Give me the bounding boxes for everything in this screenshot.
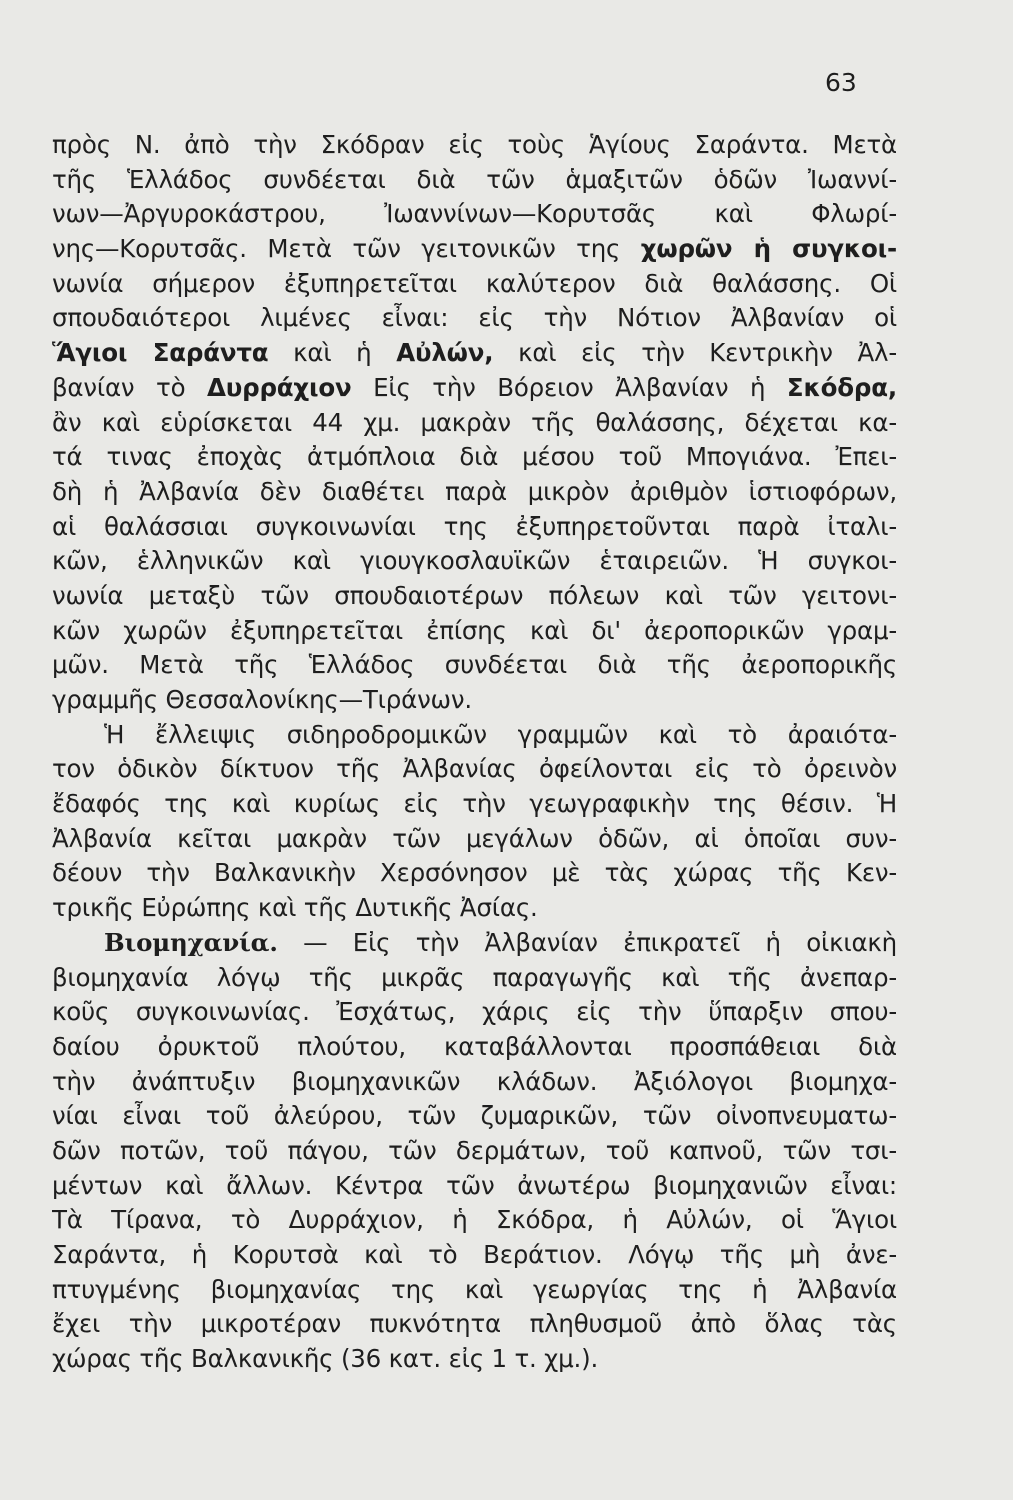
emphasis-text: χωρῶν ἡ συγκοι- (640, 234, 897, 264)
text-line: μέντων καὶ ἄλλων. Κέντρα τῶν ἀνωτέρω βιομηχανιῶν εἶναι: (52, 1170, 897, 1200)
text-line: δὴ ἡ Ἀλβανία δὲν διαθέτει παρὰ μικρὸν ἀριθμὸν ἱστιοφόρων, (52, 476, 897, 506)
text-line: Σαράντα, ἡ Κορυτσὰ καὶ τὸ Βεράτιον. Λόγῳ τῆς μὴ ἀνε- (52, 1240, 897, 1269)
text-line: βιομηχανία λόγῳ τῆς μικρᾶς παραγωγῆς καὶ τῆς ἀνεπαρ- (52, 962, 897, 992)
text-line (52, 232, 897, 267)
text-line: ἔδαφός της καὶ κυρίως εἰς τὴν γεωγραφικὴν της θέσιν. Ἡ (52, 789, 897, 819)
section-heading: Βιομηχανία. (104, 927, 278, 957)
text-line (52, 371, 897, 406)
text-line: νων—Ἀργυροκάστρου, Ἰωαννίνων—Κορυτσᾶς καὶ Φλωρί- (52, 199, 897, 229)
text-line: τρικῆς Εὐρώπης καὶ τῆς Δυτικῆς Ἀσίας. (52, 893, 538, 923)
text-line (52, 336, 897, 371)
text-line: πρὸς Ν. ἀπὸ τὴν Σκόδραν εἰς τοὺς Ἁγίους Σαράντα. Μετὰ (52, 130, 897, 159)
text-line: Ἀλβανία κεῖται μακρὰν τῶν μεγάλων ὁδῶν, αἱ ὁποῖαι συν- (52, 823, 897, 853)
text-line: δῶν ποτῶν, τοῦ πάγου, τῶν δερμάτων, τοῦ καπνοῦ, τῶν τσι- (52, 1135, 897, 1165)
port-name: Σκόδρα, (786, 372, 897, 402)
text-span: Εἰς τὴν Βόρειον Ἀλβανίαν ἡ (351, 372, 787, 402)
text-line: αἱ θαλάσσιαι συγκοινωνίαι της ἐξυπηρετοῦνται παρὰ ἰταλι- (52, 511, 897, 541)
page-number: 63 (825, 68, 857, 97)
port-name: Αὐλών, (396, 338, 494, 368)
text-line: τῆς Ἑλλάδος συνδέεται διὰ τῶν ἁμαξιτῶν ὁδῶν Ἰωαννί- (52, 164, 897, 194)
paragraph-industry (52, 926, 897, 1377)
text-line: τον ὁδικὸν δίκτυον τῆς Ἀλβανίας ὀφείλονται εἰς τὸ ὀρεινὸν (52, 754, 897, 784)
text-span: βανίαν τὸ (52, 372, 207, 402)
text-line: δέουν τὴν Βαλκανικὴν Χερσόνησον μὲ τὰς χώρας τῆς Κεν- (52, 858, 897, 888)
text-line: νωνία σήμερον ἐξυπηρετεῖται καλύτερον διὰ θαλάσσης. Οἱ (52, 268, 897, 298)
text-line: τὴν ἀνάπτυξιν βιομηχανικῶν κλάδων. Ἀξιόλογοι βιομηχα- (52, 1066, 897, 1096)
text-line: κῶν, ἑλληνικῶν καὶ γιουγκοσλαυϊκῶν ἑταιρειῶν. Ἡ συγκοι- (52, 546, 897, 576)
text-line: νίαι εἶναι τοῦ ἀλεύρου, τῶν ζυμαρικῶν, τῶν οἰνοπνευματω- (52, 1101, 897, 1131)
text-span: καὶ εἰς τὴν Κεντρικὴν Ἀλ- (493, 338, 897, 368)
port-name: Δυρράχιον (207, 372, 352, 402)
text-line: Τὰ Τίρανα, τὸ Δυρράχιον, ἡ Σκόδρα, ἡ Αὐλών, οἱ Ἅγιοι (52, 1205, 897, 1235)
paragraph-transport-ports (52, 128, 897, 718)
text-line: πτυγμένης βιομηχανίας της καὶ γεωργίας της ἡ Ἀλβανία (52, 1274, 897, 1304)
text-span: καὶ ἡ (268, 338, 397, 368)
text-line: γραμμῆς Θεσσαλονίκης—Τιράνων. (52, 685, 472, 714)
text-line: τά τινας ἐποχὰς ἀτμόπλοια διὰ μέσου τοῦ Μπογιάνα. Ἐπει- (52, 442, 897, 472)
text-span: — Εἰς τὴν Ἀλβανίαν ἐπικρατεῖ ἡ οἰκιακὴ (277, 927, 897, 957)
text-line (52, 926, 897, 961)
text-line: ἂν καὶ εὑρίσκεται 44 χμ. μακρὰν τῆς θαλάσσης, δέχεται κα- (52, 407, 897, 437)
text-line: μῶν. Μετὰ τῆς Ἑλλάδος συνδέεται διὰ τῆς ἀεροπορικῆς (52, 650, 897, 680)
text-line: ἔχει τὴν μικροτέραν πυκνότητα πληθυσμοῦ ἀπὸ ὅλας τὰς (52, 1309, 897, 1339)
text-line: κοῦς συγκοινωνίας. Ἐσχάτως, χάρις εἰς τὴν ὕπαρξιν σπου- (52, 997, 897, 1027)
text-line: Ἡ ἔλλειψις σιδηροδρομικῶν γραμμῶν καὶ τὸ ἀραιότα- (104, 719, 897, 749)
text-line: σπουδαιότεροι λιμένες εἶναι: εἰς τὴν Νότιον Ἀλβανίαν οἱ (52, 303, 897, 333)
text-line: νωνία μεταξὺ τῶν σπουδαιοτέρων πόλεων καὶ τῶν γειτονι- (52, 580, 897, 610)
text-line: χώρας τῆς Βαλκανικῆς (36 κατ. εἰς 1 τ. χμ.). (52, 1344, 599, 1374)
paragraph-road-network (52, 718, 897, 926)
page-text (52, 128, 897, 1377)
port-name: Ἅγιοι Σαράντα (52, 338, 269, 368)
text-line: δαίου ὀρυκτοῦ πλούτου, καταβάλλονται προσπάθειαι διὰ (52, 1031, 897, 1061)
text-span: νης—Κορυτσᾶς. Μετὰ τῶν γειτονικῶν της (52, 234, 641, 264)
text-line: κῶν χωρῶν ἐξυπηρετεῖται ἐπίσης καὶ δι' ἀεροπορικῶν γραμ- (52, 615, 897, 645)
